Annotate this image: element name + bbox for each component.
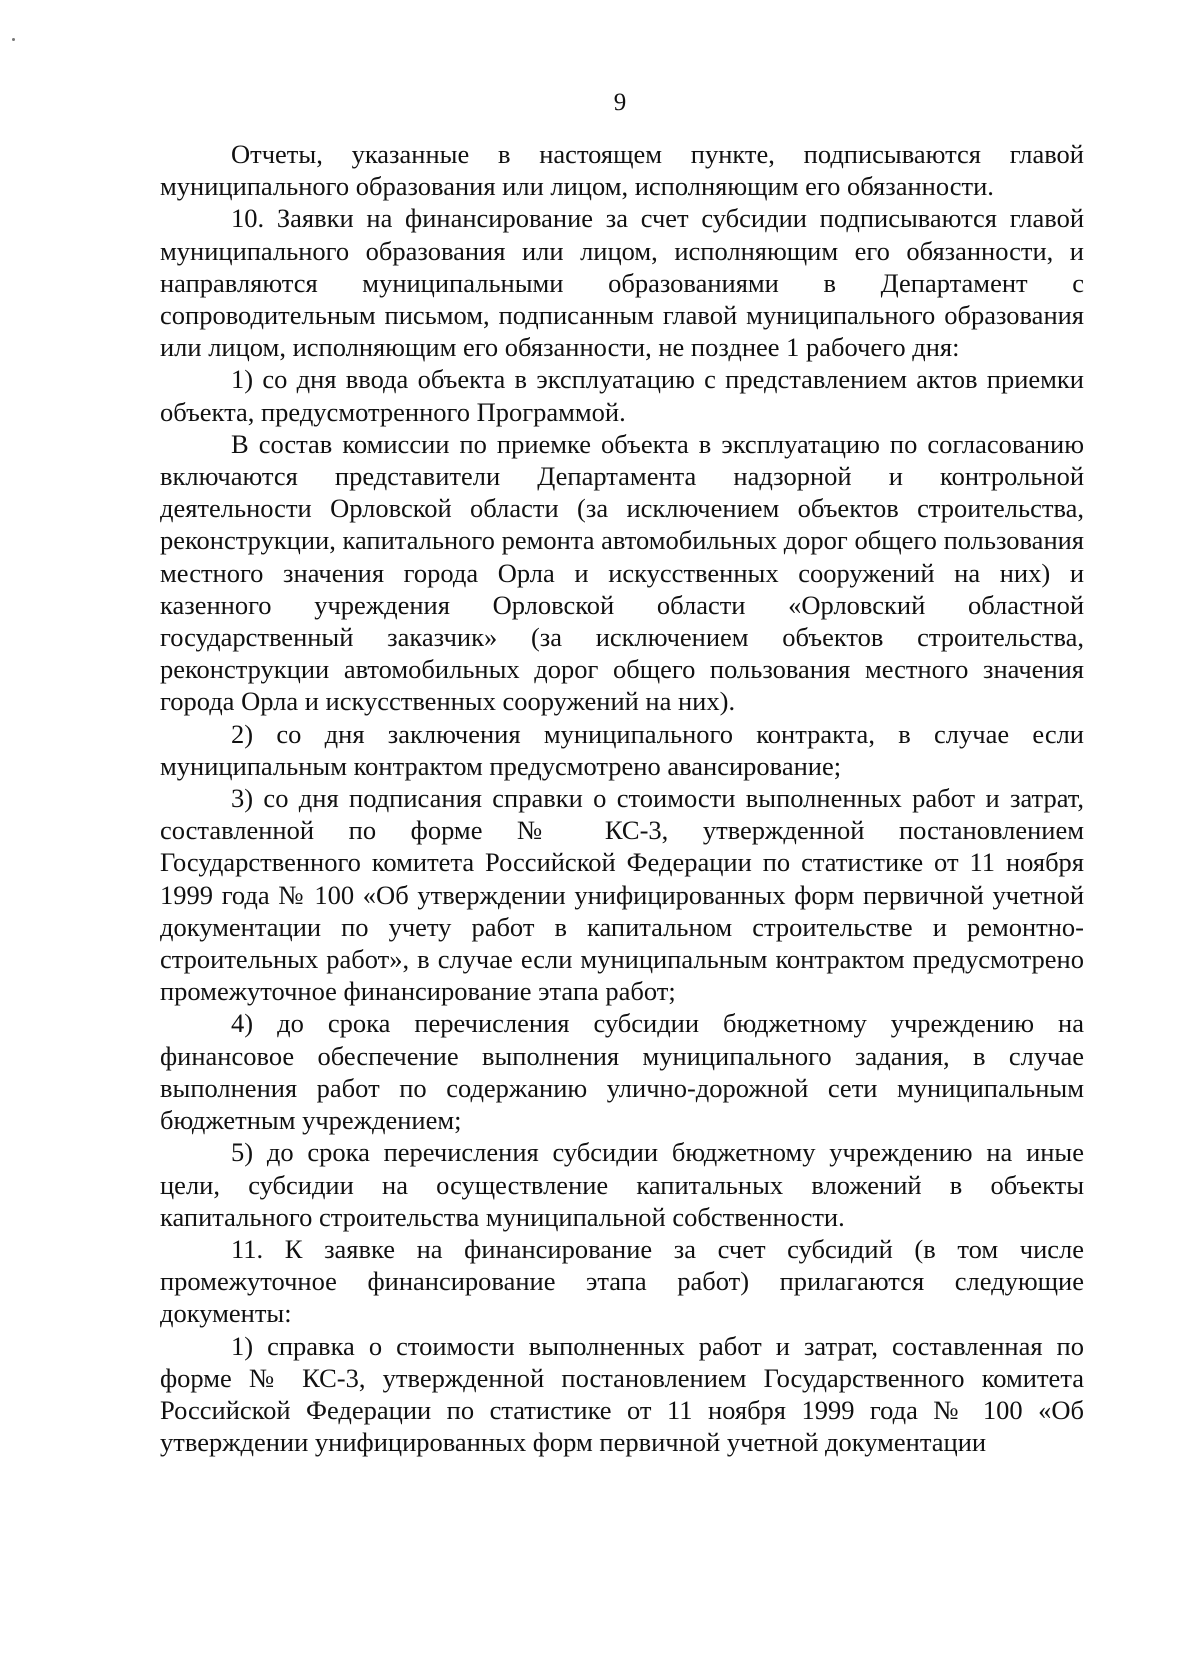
paragraph-subitem-3: 3) со дня подписания справки о стоимости выполненных работ и затрат, составленной по форме № КС-3, утвержденной постановлением Государственного комитета Российской Федерации по статистике от 11 ноября 1999 года № 100 «Об утверждении унифицированных форм первичной учетной документации по учету работ в капитальном строительстве и ремонтно-строительных работ», в случае если муниципальным контрактом предусмотрено промежуточное финансирование этапа работ; (160, 783, 1084, 1007)
document-body (160, 138, 1084, 1458)
paragraph-subitem-4: 4) до срока перечисления субсидии бюджетному учреждению на финансовое обеспечение выполнения муниципального задания, в случае выполнения работ по содержанию улично-дорожной сети муниципальным бюджетным учреждением; (160, 1008, 1084, 1136)
page-number: 9 (613, 89, 627, 116)
scan-artifact (12, 38, 15, 41)
paragraph-item-11-subitem-1: 1) справка о стоимости выполненных работ и затрат, составленная по форме № КС-3, утвержденной постановлением Государственного комитета Российской Федерации по статистике от 11 ноября 1999 года № 100 «Об утверждении унифицированных форм первичной учетной документации (160, 1330, 1084, 1458)
paragraph-subitem-2: 2) со дня заключения муниципального контракта, в случае если муниципальным контрактом предусмотрено авансирование; (160, 718, 1084, 781)
paragraph-subitem-5: 5) до срока перечисления субсидии бюджетному учреждению на иные цели, субсидии на осуществление капитальных вложений в объекты капитального строительства муниципальной собственности. (160, 1137, 1084, 1232)
paragraph-subitem-1: 1) со дня ввода объекта в эксплуатацию с представлением актов приемки объекта, предусмотренного Программой. (160, 364, 1084, 427)
paragraph-item-11: 11. К заявке на финансирование за счет субсидий (в том числе промежуточное финансирование этапа работ) прилагаются следующие документы: (160, 1233, 1084, 1329)
paragraph-item-10: 10. Заявки на финансирование за счет субсидии подписываются главой муниципального образования или лицом, исполняющим его обязанности, и направляются муниципальными образованиями в Департамент с сопроводительным письмом, подписанным главой муниципального образования или лицом, исполняющим его обязанности, не позднее 1 рабочего дня: (160, 203, 1084, 363)
paragraph-reports-signature: Отчеты, указанные в настоящем пункте, подписываются главой муниципального образования или лицом, исполняющим его обязанности. (160, 139, 1084, 202)
paragraph-commission: В состав комиссии по приемке объекта в эксплуатацию по согласованию включаются представители Департамента надзорной и контрольной деятельности Орловской области (за исключением объектов строительства, реконструкции, капитального ремонта автомобильных дорог общего пользования местного значения города Орла и искусственных сооружений на них) и казенного учреждения Орловской области «Орловский областной государственный заказчик» (за исключением объектов строительства, реконструкции автомобильных дорог общего пользования местного значения города Орла и искусственных сооружений на них). (160, 428, 1084, 717)
